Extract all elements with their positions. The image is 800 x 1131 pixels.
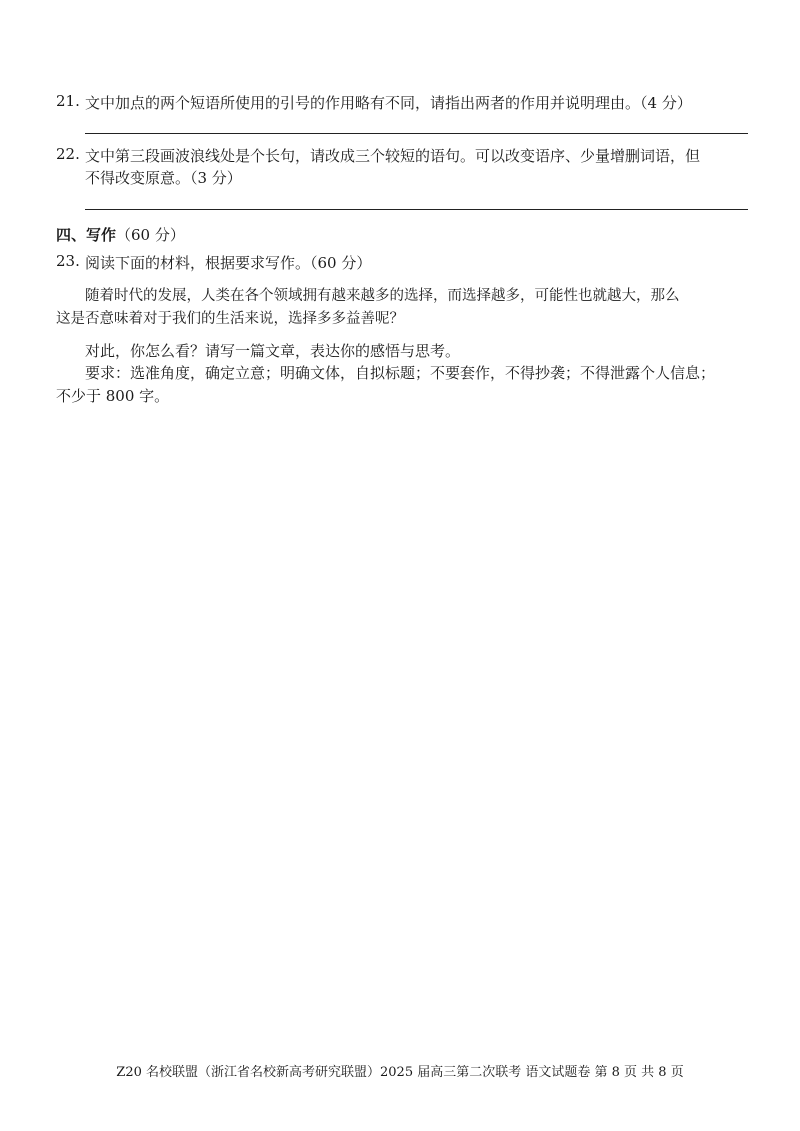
essay-requirements-line-2: 不少于 800 字。	[56, 387, 170, 405]
question-23-prompt: 阅读下面的材料，根据要求写作。（60 分）	[85, 254, 372, 272]
section-points: （60 分）	[116, 226, 185, 244]
section-heading	[56, 224, 185, 245]
page-footer: Z20 名校联盟（浙江省名校新高考研究联盟）2025 届高三第二次联考 语文试题卷 第 8 页 共 8 页	[116, 1065, 684, 1080]
essay-requirements-line-1: 要求：选准角度，确定立意；明确文体，自拟标题；不要套作，不得抄袭；不得泄露个人信息；	[85, 364, 716, 382]
material-line-2: 这是否意味着对于我们的生活来说，选择多多益善呢？	[56, 311, 404, 327]
question-21-number: 21.	[56, 92, 80, 110]
question-22-text-line-2: 不得改变原意。（3 分）	[85, 169, 242, 187]
question-23-number: 23.	[56, 252, 80, 270]
material-line-1: 随着时代的发展，人类在各个领域拥有越来越多的选择，而选择越多，可能性也就越大，那么	[85, 288, 680, 304]
question-22-number: 22.	[56, 145, 80, 163]
essay-instruction: 对此，你怎么看？请写一篇文章，表达你的感悟与思考。	[85, 342, 461, 360]
question-21-text: 文中加点的两个短语所使用的引号的作用略有不同，请指出两者的作用并说明理由。（4 分）	[85, 94, 692, 112]
answer-line-21[interactable]	[85, 133, 748, 134]
question-22-text-line-1: 文中第三段画波浪线处是个长句，请改成三个较短的语句。可以改变语序、少量增删词语，但	[85, 147, 701, 165]
answer-line-22[interactable]	[85, 209, 748, 210]
section-title: 四、写作	[56, 226, 117, 244]
